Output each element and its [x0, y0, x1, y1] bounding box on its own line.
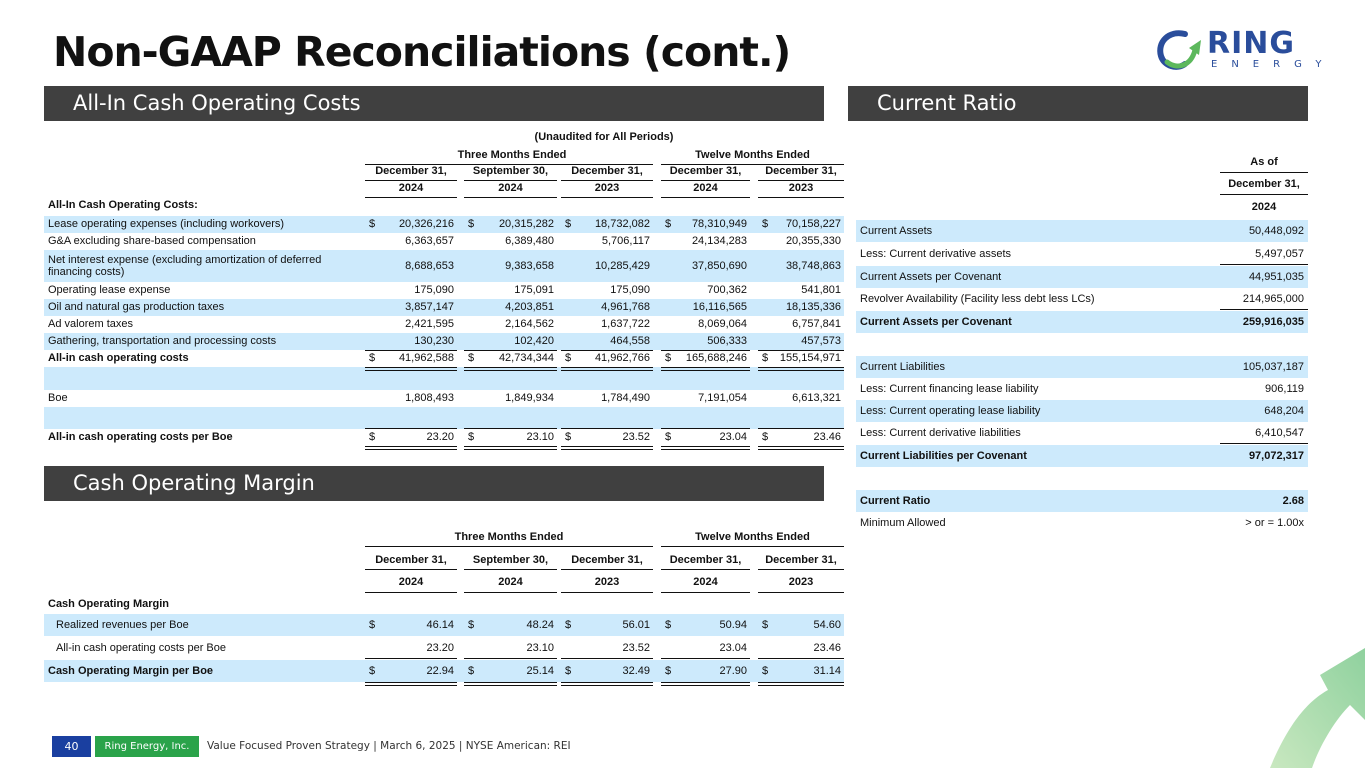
table-row	[856, 422, 1308, 444]
value-cell	[365, 350, 457, 367]
value-cell	[561, 233, 653, 250]
value: 23.10	[526, 431, 554, 443]
section-label: All-In Cash Operating Costs:	[48, 199, 198, 211]
value-cell	[661, 390, 750, 407]
value-cell	[464, 216, 557, 233]
period-header: September 30,	[472, 165, 549, 177]
row-label: All-in cash operating costs per Boe	[48, 431, 233, 443]
value: 23.10	[526, 642, 554, 654]
table-row	[856, 400, 1308, 422]
value-cell	[661, 250, 750, 282]
group-header-three-months: Three Months Ended	[457, 149, 567, 161]
value: 155,154,971	[779, 352, 841, 364]
value-cell	[661, 637, 750, 659]
value-cell	[365, 316, 457, 333]
table-row	[44, 216, 844, 233]
row-label: Less: Current operating lease liability	[860, 405, 1041, 417]
value: 6,757,841	[792, 318, 841, 330]
value: 165,688,246	[685, 352, 747, 364]
row-label: Current Assets	[860, 225, 933, 237]
dollar-sign: $	[565, 431, 572, 443]
logo-ring-arrow-icon	[1155, 28, 1205, 74]
value-cell	[661, 316, 750, 333]
year-header: 2024	[398, 182, 424, 194]
table-row	[856, 311, 1308, 333]
value-cell	[758, 316, 844, 333]
value: 22.94	[426, 665, 454, 677]
value-cell	[365, 282, 457, 299]
value: 2,421,595	[405, 318, 454, 330]
value-cell	[365, 660, 457, 682]
dollar-sign: $	[762, 218, 769, 230]
value: 23.52	[622, 431, 650, 443]
value: 2,164,562	[505, 318, 554, 330]
value-cell	[464, 637, 557, 659]
current-ratio-table	[856, 150, 1312, 540]
value-cell	[661, 614, 750, 636]
table-row	[44, 316, 844, 333]
value: 56.01	[622, 619, 650, 631]
value: 1,784,490	[601, 392, 650, 404]
year-header: 2024	[498, 576, 523, 588]
period-header: December 31,	[571, 554, 643, 566]
ring-energy-logo	[1155, 26, 1336, 74]
value: 102,420	[514, 335, 554, 347]
value: 259,916,035	[1242, 316, 1304, 328]
value: 4,961,768	[601, 301, 650, 313]
period-header: December 31,	[375, 554, 447, 566]
value: 23.20	[426, 431, 454, 443]
value: 457,573	[801, 335, 841, 347]
page-title: Non-GAAP Reconciliations (cont.)	[53, 28, 791, 76]
value-cell	[464, 233, 557, 250]
value-cell	[464, 250, 557, 282]
value: 42,734,344	[498, 352, 554, 364]
value: 105,037,187	[1242, 361, 1304, 373]
row-label: All-in cash operating costs	[48, 352, 189, 364]
value: 38,748,863	[785, 260, 841, 272]
value: 541,801	[801, 284, 841, 296]
value: 464,558	[610, 335, 650, 347]
value: 50.94	[719, 619, 747, 631]
year-header: 2024	[498, 182, 523, 194]
value-cell	[561, 429, 653, 446]
value-cell	[464, 299, 557, 316]
value-cell	[661, 429, 750, 446]
value-cell	[758, 429, 844, 446]
value: 18,732,082	[594, 218, 650, 230]
value: 97,072,317	[1248, 450, 1304, 462]
logo-wordmark: RING	[1207, 26, 1295, 61]
value: 6,410,547	[1255, 427, 1304, 439]
value-cell	[561, 316, 653, 333]
value-cell	[464, 660, 557, 682]
year-header: 2024	[693, 182, 718, 194]
all-in-costs-table	[44, 128, 844, 458]
value: 50,448,092	[1248, 225, 1304, 237]
value: 23.52	[622, 642, 650, 654]
period-header: December 31,	[765, 165, 837, 177]
value-cell	[758, 216, 844, 233]
value: 2.68	[1282, 495, 1304, 507]
group-header-twelve-months: Twelve Months Ended	[695, 531, 810, 543]
row-label: Gathering, transportation and processing costs	[48, 335, 277, 347]
value: 9,383,658	[505, 260, 554, 272]
dollar-sign: $	[565, 619, 572, 631]
year-header: 2024	[693, 576, 718, 588]
value: 214,965,000	[1242, 293, 1304, 305]
value: 6,613,321	[792, 392, 841, 404]
dollar-sign: $	[665, 431, 672, 443]
value: 37,850,690	[691, 260, 747, 272]
value-cell	[561, 637, 653, 659]
value-cell	[464, 282, 557, 299]
dollar-sign: $	[468, 431, 475, 443]
value-cell	[561, 350, 653, 367]
value: 70,158,227	[785, 218, 841, 230]
value: 78,310,949	[691, 218, 747, 230]
value-cell	[464, 390, 557, 407]
dollar-sign: $	[369, 352, 376, 364]
value-cell	[561, 250, 653, 282]
row-label: All-in cash operating costs per Boe	[56, 642, 226, 654]
logo-subtitle: ENERGY	[1211, 59, 1336, 70]
row-label: Cash Operating Margin per Boe	[48, 665, 214, 677]
value-cell	[661, 299, 750, 316]
value: 41,962,588	[398, 352, 454, 364]
dollar-sign: $	[565, 665, 572, 677]
dollar-sign: $	[369, 431, 376, 443]
table-row	[856, 378, 1308, 400]
value: 16,116,565	[692, 301, 747, 313]
value-cell	[561, 614, 653, 636]
dollar-sign: $	[565, 352, 572, 364]
header-year: 2024	[1251, 201, 1277, 213]
dollar-sign: $	[762, 665, 769, 677]
value: 648,204	[1264, 405, 1304, 417]
value: 31.14	[813, 665, 841, 677]
value: 24,134,283	[691, 235, 747, 247]
value: 1,849,934	[505, 392, 554, 404]
dollar-sign: $	[369, 218, 376, 230]
value-cell	[758, 660, 844, 682]
value-cell	[661, 333, 750, 350]
table-row	[856, 445, 1308, 467]
value: 6,363,657	[405, 235, 454, 247]
period-header: September 30,	[472, 554, 549, 566]
value: 27.90	[719, 665, 747, 677]
row-label: Current Liabilities per Covenant	[860, 450, 1027, 462]
table-row	[856, 512, 1308, 534]
row-label: Less: Current financing lease liability	[860, 383, 1039, 395]
table-row	[44, 250, 844, 282]
dollar-sign: $	[468, 218, 475, 230]
value-cell	[758, 299, 844, 316]
value-cell	[464, 614, 557, 636]
section-header-cash-margin: Cash Operating Margin	[44, 466, 824, 501]
value-cell	[365, 233, 457, 250]
value-cell	[758, 333, 844, 350]
value: 130,230	[414, 335, 454, 347]
dollar-sign: $	[762, 431, 769, 443]
value-cell	[561, 390, 653, 407]
value: 20,326,216	[398, 218, 454, 230]
value-cell	[365, 250, 457, 282]
table-row	[44, 614, 844, 636]
value: 175,090	[610, 284, 650, 296]
dollar-sign: $	[762, 352, 769, 364]
table-row	[856, 288, 1308, 310]
header-as-of: As of	[1250, 156, 1278, 168]
value: 41,962,766	[594, 352, 650, 364]
table-row	[856, 266, 1308, 288]
value: 32.49	[622, 665, 650, 677]
row-label: Ad valorem taxes	[48, 318, 133, 330]
value-cell	[365, 333, 457, 350]
year-header: 2024	[398, 576, 424, 588]
row-label: Realized revenues per Boe	[56, 619, 189, 631]
value: 4,203,851	[505, 301, 554, 313]
period-header: December 31,	[765, 554, 837, 566]
value: 46.14	[426, 619, 454, 631]
value-cell	[758, 282, 844, 299]
value-cell	[758, 250, 844, 282]
value: 8,688,653	[405, 260, 454, 272]
value-cell	[561, 660, 653, 682]
value-cell	[661, 216, 750, 233]
row-label: Revolver Availability (Facility less debt less LCs)	[860, 293, 1095, 305]
value-cell	[661, 233, 750, 250]
growth-arrow-icon	[1250, 620, 1365, 768]
dollar-sign: $	[565, 218, 572, 230]
value-cell	[365, 216, 457, 233]
section-header-all-in-costs: All-In Cash Operating Costs	[44, 86, 824, 121]
value-cell	[464, 350, 557, 367]
row-label: Current Assets per Covenant	[860, 316, 1012, 328]
dollar-sign: $	[665, 218, 672, 230]
value: 23.04	[719, 642, 747, 654]
section-label: Cash Operating Margin	[48, 598, 170, 610]
value: 3,857,147	[405, 301, 454, 313]
value-cell	[758, 637, 844, 659]
spacer-row	[44, 407, 844, 429]
value: 5,706,117	[601, 235, 650, 247]
value-cell	[561, 299, 653, 316]
section-header-current-ratio: Current Ratio	[848, 86, 1308, 121]
value-cell	[561, 216, 653, 233]
table-row	[44, 350, 844, 367]
period-header: December 31,	[571, 165, 643, 177]
value-cell	[758, 350, 844, 367]
table-row	[44, 660, 844, 682]
company-badge: Ring Energy, Inc.	[95, 736, 199, 757]
value: 1,637,722	[601, 318, 650, 330]
table-row	[44, 233, 844, 250]
row-label: G&A excluding share-based compensation	[48, 235, 256, 247]
value-cell	[561, 333, 653, 350]
cash-margin-table	[44, 524, 844, 689]
value-cell	[661, 282, 750, 299]
row-label: Boe	[48, 392, 68, 404]
dollar-sign: $	[369, 619, 376, 631]
value: > or = 1.00x	[1245, 517, 1304, 529]
group-header-twelve-months: Twelve Months Ended	[695, 149, 810, 161]
period-header: December 31,	[375, 165, 447, 177]
value-cell	[365, 390, 457, 407]
dollar-sign: $	[665, 665, 672, 677]
value: 44,951,035	[1248, 271, 1304, 283]
value: 6,389,480	[505, 235, 554, 247]
period-header: December 31,	[669, 554, 742, 566]
table-row	[44, 333, 844, 350]
row-label: Current Ratio	[860, 495, 931, 507]
value: 5,497,057	[1255, 248, 1304, 260]
footer-tagline: Value Focused Proven Strategy | March 6, 2025 | NYSE American: REI	[207, 740, 571, 752]
row-label: Minimum Allowed	[860, 517, 946, 529]
value: 10,285,429	[594, 260, 650, 272]
value-cell	[758, 233, 844, 250]
value: 175,091	[514, 284, 554, 296]
value-cell	[464, 429, 557, 446]
row-label: Less: Current derivative assets	[860, 248, 1012, 260]
header-date: December 31,	[1228, 178, 1300, 190]
value: 23.20	[426, 642, 454, 654]
table-row	[44, 299, 844, 316]
value: 18,135,336	[785, 301, 841, 313]
value-cell	[365, 299, 457, 316]
value: 23.04	[719, 431, 747, 443]
value: 20,355,330	[785, 235, 841, 247]
table-row	[44, 390, 844, 407]
value: 1,808,493	[405, 392, 454, 404]
row-label: Operating lease expense	[48, 284, 171, 296]
value: 700,362	[707, 284, 747, 296]
row-label: Less: Current derivative liabilities	[860, 427, 1021, 439]
value: 506,333	[707, 335, 747, 347]
table-row	[44, 429, 844, 446]
value: 906,119	[1265, 383, 1304, 395]
value: 48.24	[526, 619, 554, 631]
value: 175,090	[414, 284, 454, 296]
table-row	[856, 243, 1308, 265]
value: 7,191,054	[698, 392, 747, 404]
value-cell	[464, 316, 557, 333]
value-cell	[464, 333, 557, 350]
value-cell	[758, 390, 844, 407]
value: 8,069,064	[698, 318, 747, 330]
dollar-sign: $	[468, 619, 475, 631]
period-header: December 31,	[669, 165, 742, 177]
unaudited-note: (Unaudited for All Periods)	[534, 131, 674, 143]
dollar-sign: $	[665, 352, 672, 364]
value: 23.46	[813, 431, 841, 443]
year-header: 2023	[788, 576, 814, 588]
year-header: 2023	[594, 182, 620, 194]
row-label: Current Liabilities	[860, 361, 945, 373]
row-label: Net interest expense (excluding amortization of deferred financing costs)	[48, 254, 322, 278]
dollar-sign: $	[369, 665, 376, 677]
table-row	[856, 490, 1308, 512]
value: 20,315,282	[498, 218, 554, 230]
value-cell	[661, 350, 750, 367]
value: 25.14	[526, 665, 554, 677]
year-header: 2023	[594, 576, 620, 588]
value-cell	[661, 660, 750, 682]
table-row	[44, 637, 844, 659]
page-number: 40	[52, 736, 91, 757]
value-cell	[758, 614, 844, 636]
row-label: Oil and natural gas production taxes	[48, 301, 225, 313]
dollar-sign: $	[762, 619, 769, 631]
dollar-sign: $	[468, 352, 475, 364]
value-cell	[365, 637, 457, 659]
group-header-three-months: Three Months Ended	[454, 531, 564, 543]
row-label: Lease operating expenses (including workovers)	[48, 218, 285, 230]
row-label: Current Assets per Covenant	[860, 271, 1002, 283]
value-cell	[561, 282, 653, 299]
table-row	[44, 282, 844, 299]
value-cell	[365, 429, 457, 446]
year-header: 2023	[788, 182, 814, 194]
dollar-sign: $	[665, 619, 672, 631]
dollar-sign: $	[468, 665, 475, 677]
value-cell	[365, 614, 457, 636]
table-row	[856, 356, 1308, 378]
value: 54.60	[813, 619, 841, 631]
value: 23.46	[813, 642, 841, 654]
table-row	[856, 220, 1308, 242]
